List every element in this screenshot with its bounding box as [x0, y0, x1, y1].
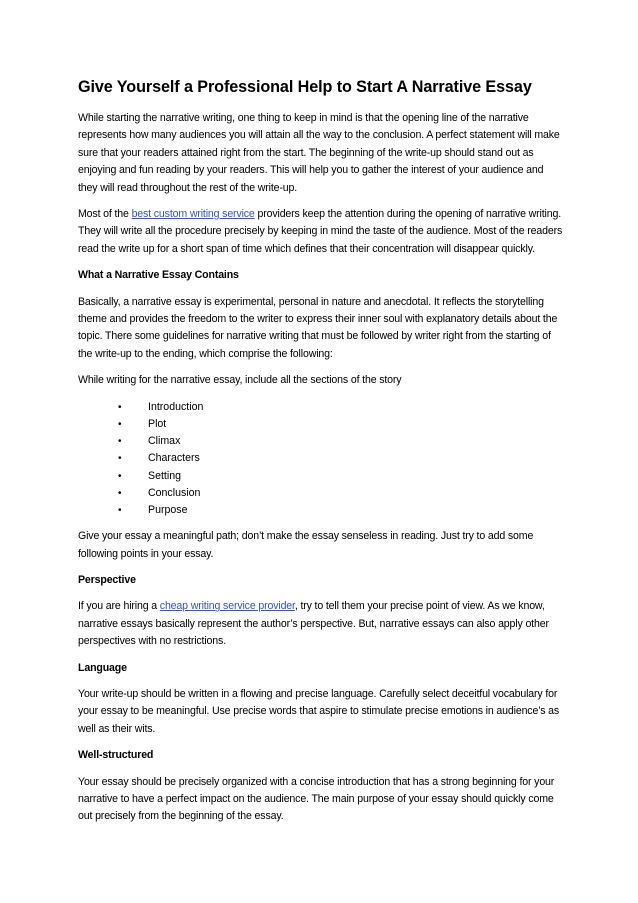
list-item-text: Plot: [148, 417, 167, 430]
meaningful-path-paragraph: Give your essay a meaningful path; don’t make the essay senseless in reading. Just try to add some following points in your essay.: [78, 530, 534, 560]
attention-paragraph: [78, 206, 564, 258]
list-item-text: Characters: [148, 452, 200, 465]
bullet-icon: •: [118, 453, 122, 465]
attention-text-after: providers keep the attention during the opening of narrative writing. They will write all the procedure precisely by keeping in mind the taste of the audience. Most of the readers read the write up for a short span of time which defines that their concentration will disappear quickly.: [78, 208, 563, 255]
list-item: [78, 433, 564, 450]
list-item-text: Climax: [148, 435, 181, 448]
bullet-icon: •: [118, 504, 122, 516]
bullet-icon: •: [118, 401, 122, 413]
bullet-icon: •: [118, 487, 122, 499]
list-item: [78, 485, 564, 502]
list-item: [78, 416, 564, 433]
perspective-text-after: , try to tell them your precise point of view. As we know, narrative essays basically represent the author’s perspective. But, narrative essays can also apply other perspectives with no restrictions.: [78, 600, 549, 648]
language-paragraph: Your write-up should be written in a flowing and precise language. Carefully select deceitful vocabulary for your essay to be meaningful. Use precise words that aspire to stimulate precise emotions in audience’s as well as their wits.: [78, 687, 560, 735]
intro-paragraph: While starting the narrative writing, one thing to keep in mind is that the opening line of the narrative represents how many audiences you will attain all the way to the conclusion. A perfect statement will make sure that your readers attained right from the start. The beginning of the write-up should stand out as enjoying and fun reading by your readers. This will help you to gather the interest of your audience and they will read throughout the rest of the write-up.: [78, 112, 560, 194]
heading-language: Language: [78, 661, 127, 674]
document-title: Give Yourself a Professional Help to Start A Narrative Essay: [78, 78, 532, 96]
contains-paragraph: Basically, a narrative essay is experimental, personal in nature and anecdotal. It reflects the storytelling theme and provides the freedom to the writer to express their inner soul with explanatory details about the topic. There some guidelines for narrative writing that must be followed by writer right from the starting of the write-up to the ending, which comprise the following:: [78, 295, 558, 360]
list-item: [78, 399, 564, 416]
sections-intro-paragraph: While writing for the narrative essay, include all the sections of the story: [78, 374, 402, 387]
list-item-text: Conclusion: [148, 486, 201, 499]
bullet-icon: •: [118, 418, 122, 430]
list-item: [78, 468, 564, 485]
perspective-paragraph: [78, 598, 564, 650]
list-item-text: Purpose: [148, 503, 188, 516]
best-custom-writing-service-link[interactable]: best custom writing service: [131, 208, 255, 221]
bullet-icon: •: [118, 436, 122, 448]
list-item: [78, 450, 564, 467]
list-item-text: Introduction: [148, 400, 204, 413]
structure-paragraph: Your essay should be precisely organized with a concise introduction that has a strong beginning for your narrative to have a perfect impact on the audience. The main purpose of your essay should quickly come out precisely from the beginning of the essay.: [78, 775, 555, 823]
cheap-writing-service-link[interactable]: cheap writing service provider: [159, 600, 295, 613]
heading-what-contains: What a Narrative Essay Contains: [78, 269, 239, 282]
attention-text-before: Most of the: [78, 208, 132, 221]
perspective-text-before: If you are hiring a: [78, 600, 160, 613]
list-item: [78, 502, 564, 519]
bullet-icon: •: [118, 470, 122, 482]
heading-well-structured: Well-structured: [78, 749, 154, 762]
heading-perspective: Perspective: [78, 573, 136, 586]
list-item-text: Setting: [148, 469, 181, 482]
sections-list: [78, 399, 564, 519]
document-page: [78, 76, 564, 835]
